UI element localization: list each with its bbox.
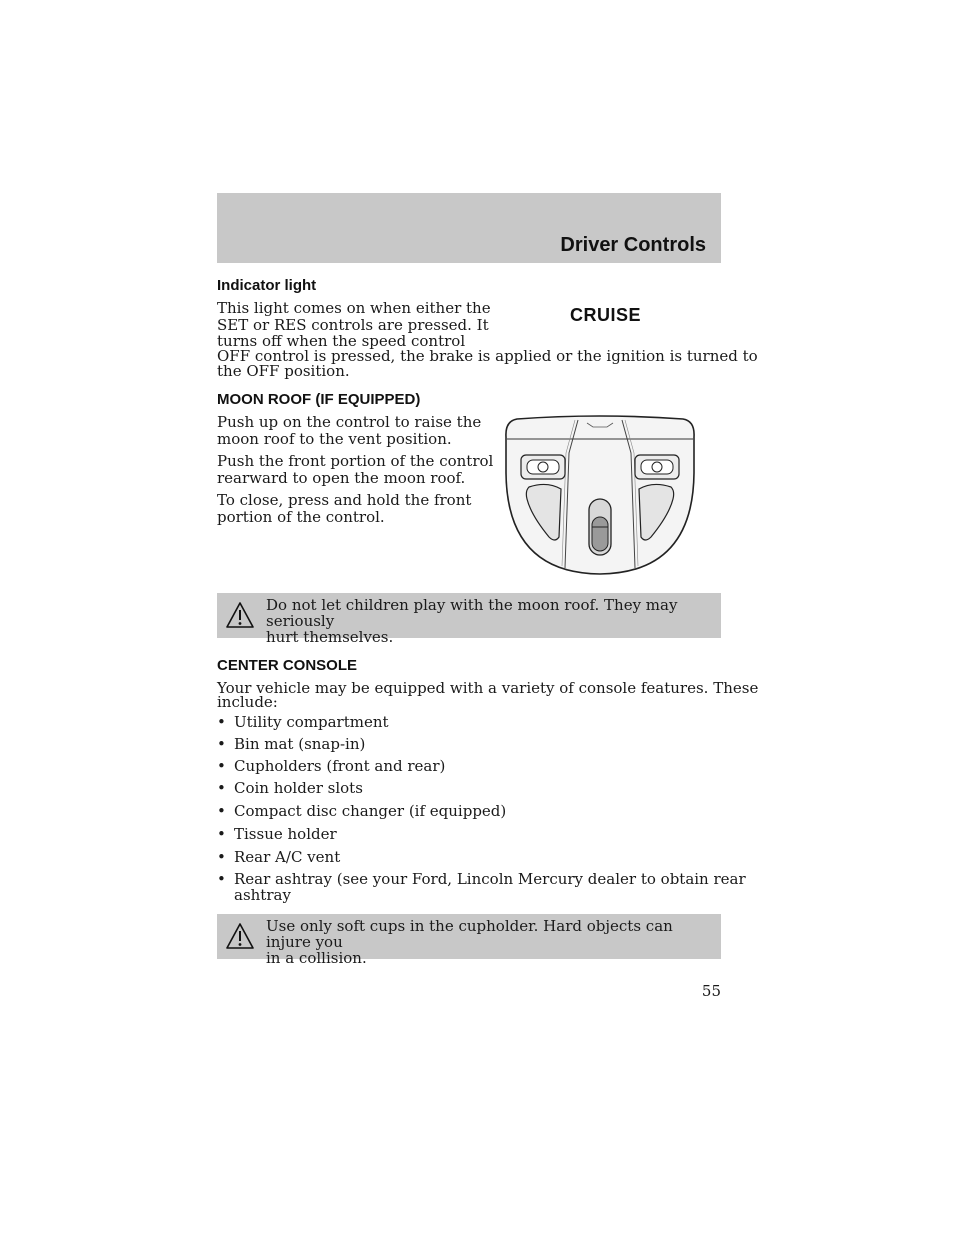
list-item-text: Rear ashtray (see your Ford, Lincoln Mercury dealer to obtain rear [234, 870, 746, 888]
bullet: • [217, 825, 226, 843]
list-item [217, 803, 746, 819]
moonroof-warning-line2: hurt themselves. [266, 628, 394, 646]
indicator-line5: the OFF position. [217, 362, 350, 380]
moonroof-p3-line1: To close, press and hold the front [217, 491, 472, 509]
warning-triangle-icon [225, 922, 255, 950]
cupholder-warning-line2: in a collision. [266, 949, 367, 967]
indicator-line4: OFF control is pressed, the brake is applied or the ignition is turned to [217, 347, 758, 365]
list-item-text: Tissue holder [234, 825, 337, 843]
list-item-text: Bin mat (snap-in) [234, 735, 366, 753]
bullet: • [217, 802, 226, 820]
moonroof-p2-line1: Push the front portion of the control [217, 452, 494, 470]
list-item [217, 871, 746, 887]
console-heading: CENTER CONSOLE [217, 657, 358, 674]
bullet: • [217, 779, 226, 797]
warning-triangle-icon [225, 601, 255, 629]
cupholder-warning-line1: Use only soft cups in the cupholder. Hard objects can injure you [266, 917, 673, 951]
cupholder-warning-box [217, 914, 721, 967]
list-item [217, 826, 746, 842]
console-intro-line1: Your vehicle may be equipped with a variety of console features. These [217, 679, 759, 697]
list-item [217, 780, 746, 796]
cupholder-warning-text [266, 918, 712, 966]
list-item [217, 758, 746, 774]
list-item-continuation [217, 887, 746, 903]
moonroof-warning-box [217, 593, 721, 646]
console-features-list [217, 714, 746, 903]
indicator-heading: Indicator light [217, 277, 317, 294]
bullet: • [217, 757, 226, 775]
indicator-line3: turns off when the speed control [217, 332, 466, 350]
indicator-line1: This light comes on when either the [217, 299, 491, 317]
page-number: 55 [701, 982, 721, 1000]
section-header [217, 193, 721, 263]
list-item-text: Utility compartment [234, 713, 389, 731]
moonroof-warning-line1: Do not let children play with the moon roof. They may seriously [266, 596, 678, 630]
list-item-text: Rear A/C vent [234, 848, 341, 866]
bullet: • [217, 713, 226, 731]
list-item [217, 736, 746, 752]
list-item-text: ashtray [234, 886, 291, 904]
list-item [217, 849, 746, 865]
list-item-text: Compact disc changer (if equipped) [234, 802, 507, 820]
list-item-text: Coin holder slots [234, 779, 363, 797]
moonroof-warning-text [266, 597, 712, 645]
moon-roof-console-illustration [503, 413, 697, 576]
moonroof-p1-line2: moon roof to the vent position. [217, 430, 452, 448]
moonroof-heading: MOON ROOF (IF EQUIPPED) [217, 391, 421, 408]
indicator-line2: SET or RES controls are pressed. It [217, 316, 489, 334]
list-item [217, 714, 746, 730]
list-item-text: Cupholders (front and rear) [234, 757, 446, 775]
moonroof-p2-line2: rearward to open the moon roof. [217, 469, 466, 487]
bullet: • [217, 735, 226, 753]
bullet: • [217, 870, 226, 888]
moonroof-p3-line2: portion of the control. [217, 508, 385, 526]
section-title: Driver Controls [560, 234, 706, 256]
console-intro-line2: include: [217, 693, 278, 711]
cruise-indicator-label: CRUISE [570, 305, 642, 325]
bullet: • [217, 848, 226, 866]
moonroof-p1-line1: Push up on the control to raise the [217, 413, 482, 431]
